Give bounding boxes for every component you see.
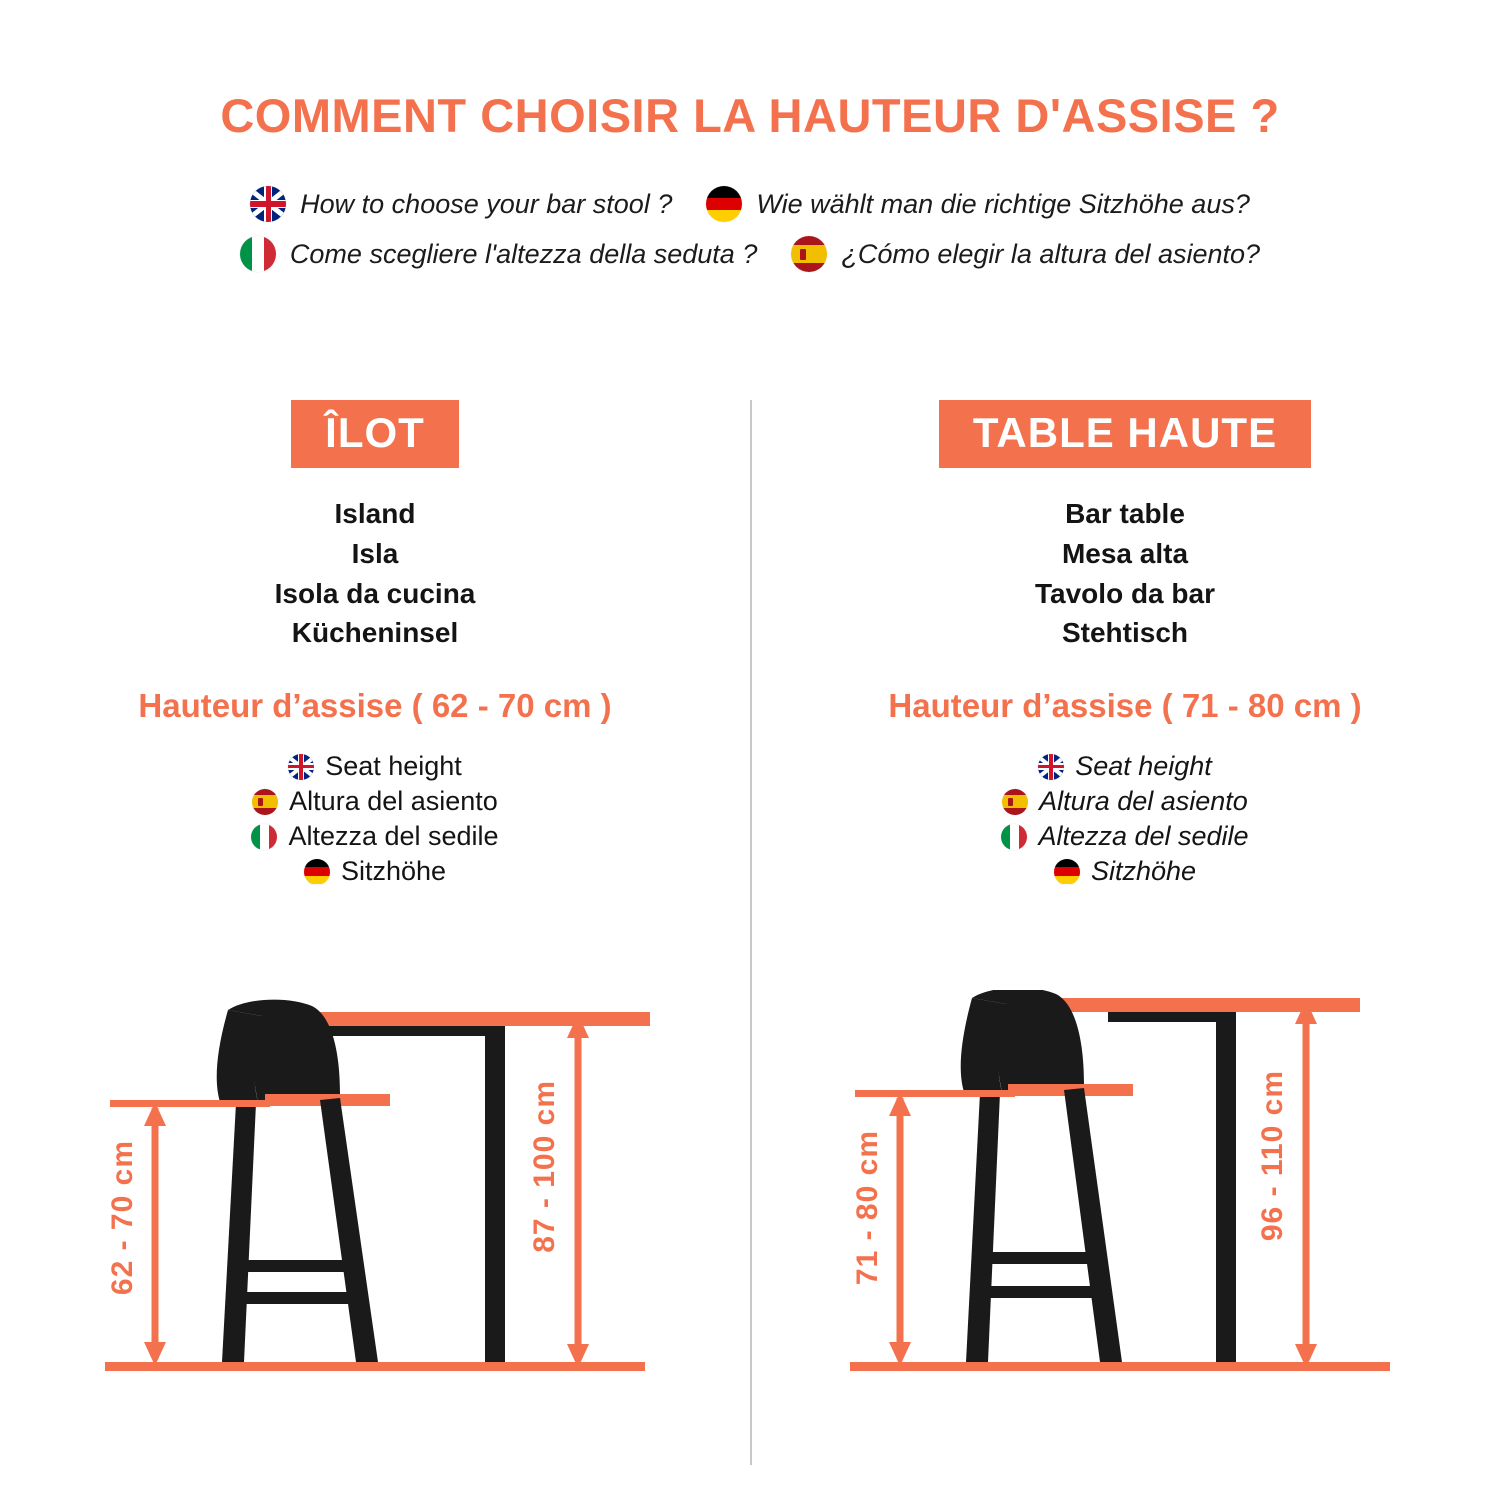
legend-text-es: Altura del asiento bbox=[1039, 786, 1248, 816]
column-island bbox=[0, 400, 750, 887]
name-de: Stehtisch bbox=[1061, 617, 1189, 649]
seat-height-legend-bar-table bbox=[750, 751, 1500, 887]
dimension-label-seat-island: 62 - 70 cm bbox=[106, 1140, 139, 1296]
stool-leg-right-bar bbox=[1064, 1088, 1122, 1362]
legend-text-de: Sitzhöhe bbox=[340, 856, 447, 886]
table-apron-bar bbox=[1108, 1012, 1218, 1022]
legend-text-it: Altezza del sedile bbox=[1038, 821, 1249, 851]
legend-row-de bbox=[1054, 856, 1196, 887]
italy-flag-icon bbox=[1001, 824, 1027, 850]
stool-leg-left-bar bbox=[966, 1093, 1000, 1362]
subtitle-text-it: Come scegliere l'altezza della seduta ? bbox=[289, 238, 758, 269]
stool-leg-left-island bbox=[222, 1103, 256, 1362]
spain-flag-icon bbox=[252, 789, 278, 815]
spain-flag-icon bbox=[791, 236, 827, 272]
legend-row-en bbox=[1038, 751, 1212, 782]
subtitle-row-1 bbox=[0, 186, 1500, 222]
subtitle-text-de: Wie wählt man die richtige Sitzhöhe aus? bbox=[756, 188, 1250, 219]
legend-row-es bbox=[252, 786, 498, 817]
germany-flag-icon bbox=[706, 186, 742, 222]
footrest-upper-island bbox=[233, 1260, 362, 1272]
name-en: Island bbox=[334, 498, 416, 529]
legend-text-en: Seat height bbox=[1075, 751, 1212, 781]
italy-flag-icon bbox=[251, 824, 277, 850]
footrest-lower-bar bbox=[971, 1286, 1112, 1298]
seat-dim-top-tick-bar bbox=[855, 1090, 1015, 1097]
dimension-label-seat-bar: 71 - 80 cm bbox=[851, 1130, 884, 1286]
spain-flag-icon bbox=[1002, 789, 1028, 815]
subtitle-item-en bbox=[250, 186, 672, 222]
legend-row-it bbox=[251, 821, 498, 852]
subtitle-text-es: ¿Cómo elegir la altura del asiento? bbox=[841, 238, 1261, 269]
dimension-label-table-island: 87 - 100 cm bbox=[528, 1080, 561, 1253]
legend-text-it: Altezza del sedile bbox=[288, 821, 499, 851]
uk-flag-icon bbox=[288, 754, 314, 780]
subtitle-row-2 bbox=[0, 236, 1500, 272]
seat-height-heading-island: Hauteur d’assise ( 62 - 70 cm ) bbox=[138, 687, 612, 724]
name-en: Bar table bbox=[1065, 498, 1185, 529]
legend-row-es bbox=[1002, 786, 1248, 817]
column-badge-bar-table: TABLE HAUTE bbox=[939, 400, 1311, 468]
seat-height-legend-island bbox=[0, 751, 750, 887]
subtitle-item-de bbox=[706, 186, 1250, 222]
table-top-bar bbox=[1055, 998, 1360, 1012]
name-it: Isola da cucina bbox=[274, 577, 476, 609]
floor-line-bar bbox=[850, 1362, 1390, 1371]
subtitle-translations bbox=[0, 186, 1500, 286]
legend-row-it bbox=[1001, 821, 1248, 852]
footrest-lower-island bbox=[227, 1292, 368, 1304]
column-badge-island: ÎLOT bbox=[291, 400, 459, 468]
page-title: COMMENT CHOISIR LA HAUTEUR D'ASSISE ? bbox=[220, 89, 1280, 142]
subtitle-item-it bbox=[240, 236, 757, 272]
uk-flag-icon bbox=[1038, 754, 1064, 780]
seat-dim-top-tick-island bbox=[110, 1100, 270, 1107]
diagram-island bbox=[0, 990, 750, 1410]
column-names-bar-table bbox=[750, 494, 1500, 653]
legend-row-en bbox=[288, 751, 462, 782]
table-top-island bbox=[315, 1012, 650, 1026]
table-apron-island bbox=[315, 1026, 495, 1036]
seat-height-heading-bar-table: Hauteur d’assise ( 71 - 80 cm ) bbox=[888, 687, 1362, 724]
column-bar-table bbox=[750, 400, 1500, 887]
subtitle-text-en: How to choose your bar stool ? bbox=[300, 188, 673, 219]
floor-line-island bbox=[105, 1362, 645, 1371]
table-leg-bar bbox=[1216, 1012, 1236, 1364]
legend-text-es: Altura del asiento bbox=[289, 786, 498, 816]
legend-text-en: Seat height bbox=[325, 751, 462, 781]
table-leg-island bbox=[485, 1026, 505, 1364]
name-de: Kücheninsel bbox=[291, 617, 459, 649]
column-names-island bbox=[0, 494, 750, 653]
name-it: Tavolo da bar bbox=[1035, 577, 1215, 609]
subtitle-item-es bbox=[791, 236, 1260, 272]
name-es: Mesa alta bbox=[1061, 537, 1189, 569]
germany-flag-icon bbox=[1054, 859, 1080, 885]
diagram-bar-table bbox=[750, 990, 1500, 1410]
name-es: Isla bbox=[351, 537, 399, 569]
dimension-label-table-bar: 96 - 110 cm bbox=[1256, 1070, 1289, 1242]
legend-row-de bbox=[304, 856, 446, 887]
footrest-upper-bar bbox=[977, 1252, 1106, 1264]
italy-flag-icon bbox=[240, 236, 276, 272]
stool-leg-right-island bbox=[320, 1098, 378, 1362]
uk-flag-icon bbox=[250, 186, 286, 222]
legend-text-de: Sitzhöhe bbox=[1090, 856, 1197, 886]
germany-flag-icon bbox=[304, 859, 330, 885]
